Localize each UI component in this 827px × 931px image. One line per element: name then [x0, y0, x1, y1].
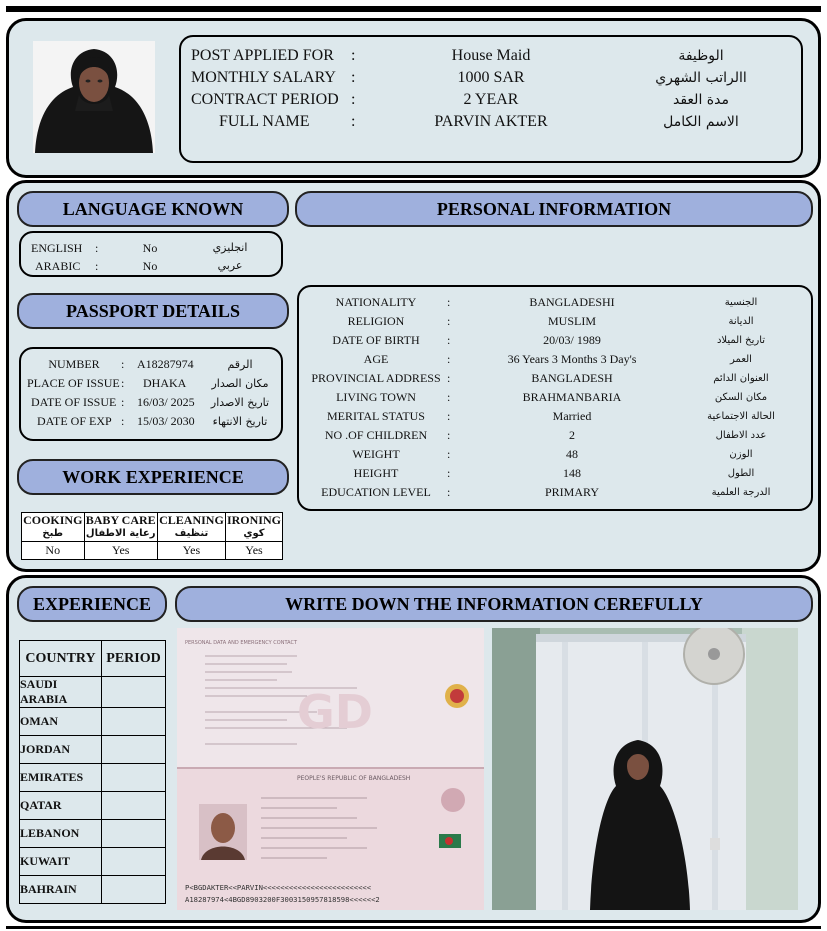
date-of-exp-value: 15/03/ 2030	[137, 414, 195, 428]
living-town-arabic: مكان السكن	[714, 392, 768, 403]
personal-rows	[305, 293, 805, 502]
colon: :	[351, 47, 356, 64]
colon: :	[121, 357, 125, 371]
education-arabic: الدرجة العلمية	[711, 487, 771, 498]
arabic-label: ARABIC	[35, 259, 81, 273]
country-cell: EMIRATES	[20, 764, 102, 792]
name-value: PARVIN AKTER	[434, 113, 548, 130]
language-rows	[31, 239, 275, 275]
salary-value: 1000 SAR	[457, 69, 525, 86]
scan-country: PEOPLE'S REPUBLIC OF BANGLADESH	[297, 775, 411, 782]
period-cell	[102, 677, 166, 708]
name-arabic: الاسم الكامل	[663, 114, 739, 130]
dob-value: 20/03/ 1989	[543, 333, 601, 347]
colon: :	[447, 371, 451, 385]
period-cell	[102, 792, 166, 820]
passport-number-value: A18287974	[137, 357, 194, 371]
date-of-exp-label: DATE OF EXP	[37, 414, 112, 428]
country-header: COUNTRY	[20, 641, 102, 677]
provincial-address-label: PROVINCIAL ADDRESS	[311, 371, 441, 385]
language-title: LANGUAGE KNOWN	[17, 191, 289, 227]
religion-value: MUSLIM	[547, 314, 596, 328]
period-cell	[102, 820, 166, 848]
colon: :	[121, 376, 125, 390]
provincial-address-arabic: العنوان الدائم	[713, 373, 769, 384]
salary-label: MONTHLY SALARY	[191, 69, 336, 86]
portrait-photo	[33, 41, 155, 153]
skill-cleaning-header: CLEANING تنظيف	[157, 513, 225, 542]
living-town-value: BRAHMANBARIA	[522, 390, 622, 404]
personal-title: PERSONAL INFORMATION	[295, 191, 813, 227]
religion-arabic: الديانة	[728, 316, 754, 327]
weight-label: WEIGHT	[352, 447, 400, 461]
age-arabic: العمر	[730, 354, 752, 365]
post-arabic: الوظيفة	[678, 48, 724, 64]
header-section	[6, 18, 821, 178]
colon: :	[447, 409, 451, 423]
english-arabic: انجليزي	[212, 241, 248, 254]
top-rule	[6, 6, 821, 12]
post-value: House Maid	[451, 47, 531, 64]
name-label: FULL NAME	[219, 113, 310, 130]
age-value: 36 Years 3 Months 3 Day's	[507, 352, 637, 366]
svg-text:GD: GD	[297, 685, 373, 739]
passport-box	[19, 347, 283, 441]
work-experience-title: WORK EXPERIENCE	[17, 459, 289, 495]
place-of-issue-arabic: مكان الصدار	[211, 377, 269, 390]
height-arabic: الطول	[727, 468, 755, 479]
passport-scan-image	[177, 628, 484, 910]
period-cell	[102, 708, 166, 736]
job-info-rows	[191, 45, 791, 133]
salary-arabic: االراتب الشهري	[655, 70, 747, 86]
height-value: 148	[563, 466, 581, 480]
children-label: NO .OF CHILDREN	[324, 428, 428, 442]
experience-table	[19, 640, 166, 904]
nationality-value: BANGLADESHI	[529, 295, 615, 309]
skill-babycare-header: BABY CARE رعاية الاطفال	[84, 513, 157, 542]
experience-section	[6, 575, 821, 923]
post-label: POST APPLIED FOR	[191, 47, 334, 64]
country-cell: JORDAN	[20, 736, 102, 764]
dob-label: DATE OF BIRTH	[332, 333, 420, 347]
period-cell	[102, 848, 166, 876]
skill-ironing-header: IRONING كوي	[225, 513, 282, 542]
colon: :	[447, 447, 451, 461]
passport-rows	[27, 355, 279, 431]
country-cell: OMAN	[20, 708, 102, 736]
scan-mrz-1: P<BGDAKTER<<PARVIN<<<<<<<<<<<<<<<<<<<<<<<<<	[185, 883, 372, 892]
passport-title: PASSPORT DETAILS	[17, 293, 289, 329]
nationality-label: NATIONALITY	[335, 295, 417, 309]
scan-mrz-2: A18287974<4BGD8903200F3003150957818598<<<<<<2	[185, 895, 380, 904]
colon: :	[447, 466, 451, 480]
place-of-issue-value: DHAKA	[143, 376, 187, 390]
colon: :	[447, 295, 451, 309]
country-cell: KUWAIT	[20, 848, 102, 876]
country-cell: SAUDI ARABIA	[20, 677, 102, 708]
english-value: No	[142, 241, 158, 255]
country-cell: BAHRAIN	[20, 876, 102, 904]
marital-status-label: MERITAL STATUS	[327, 409, 425, 423]
colon: :	[447, 485, 451, 499]
colon: :	[351, 113, 356, 130]
date-of-issue-arabic: تاريخ الاصدار	[210, 396, 270, 409]
period-header: PERIOD	[102, 641, 166, 677]
period-cell	[102, 876, 166, 904]
living-town-label: LIVING TOWN	[336, 390, 416, 404]
notice-title: WRITE DOWN THE INFORMATION CEREFULLY	[175, 586, 813, 622]
skill-babycare-value: Yes	[84, 542, 157, 560]
weight-value: 48	[566, 447, 578, 461]
children-value: 2	[569, 428, 575, 442]
dob-arabic: تاريخ الميلاد	[716, 335, 766, 346]
skill-cooking-value: No	[22, 542, 85, 560]
experience-title: EXPERIENCE	[17, 586, 167, 622]
colon: :	[447, 428, 451, 442]
skill-ironing-value: Yes	[225, 542, 282, 560]
contract-arabic: مدة العقد	[673, 92, 729, 108]
colon: :	[95, 259, 99, 273]
date-of-issue-label: DATE OF ISSUE	[31, 395, 117, 409]
period-cell	[102, 736, 166, 764]
colon: :	[121, 414, 125, 428]
colon: :	[447, 333, 451, 347]
scan-header: PERSONAL DATA AND EMERGENCY CONTACT	[185, 640, 298, 646]
details-section	[6, 180, 821, 572]
contract-label: CONTRACT PERIOD	[191, 91, 339, 108]
weight-arabic: الوزن	[729, 449, 753, 460]
date-of-issue-value: 16/03/ 2025	[137, 395, 195, 409]
job-info-box	[179, 35, 803, 163]
english-label: ENGLISH	[31, 241, 83, 255]
period-cell	[102, 764, 166, 792]
arabic-arabic: عربي	[217, 259, 243, 272]
nationality-arabic: الجنسية	[724, 297, 758, 308]
colon: :	[121, 395, 125, 409]
bottom-rule	[6, 926, 821, 929]
skill-cooking-header: COOKING طبخ	[22, 513, 85, 542]
height-label: HEIGHT	[353, 466, 399, 480]
full-body-photo	[492, 628, 798, 910]
personal-info-box	[297, 285, 813, 511]
colon: :	[447, 352, 451, 366]
contract-value: 2 YEAR	[463, 91, 519, 108]
date-of-exp-arabic: تاريخ الانتهاء	[212, 415, 268, 428]
education-value: PRIMARY	[544, 485, 600, 499]
skills-table	[21, 512, 283, 560]
colon: :	[351, 69, 356, 86]
religion-label: RELIGION	[347, 314, 405, 328]
marital-status-value: Married	[552, 409, 592, 423]
arabic-value: No	[142, 259, 158, 273]
language-box	[19, 231, 283, 277]
skill-cleaning-value: Yes	[157, 542, 225, 560]
country-cell: QATAR	[20, 792, 102, 820]
colon: :	[447, 390, 451, 404]
colon: :	[351, 91, 356, 108]
children-arabic: عدد الاطفال	[715, 430, 767, 441]
marital-status-arabic: الحالة الاجتماعية	[707, 411, 775, 422]
colon: :	[95, 241, 99, 255]
place-of-issue-label: PLACE OF ISSUE	[27, 376, 120, 390]
passport-number-arabic: الرقم	[227, 358, 253, 371]
colon: :	[447, 314, 451, 328]
age-label: AGE	[363, 352, 389, 366]
provincial-address-value: BANGLADESH	[531, 371, 613, 385]
country-cell: LEBANON	[20, 820, 102, 848]
education-label: EDUCATION LEVEL	[321, 485, 431, 499]
passport-number-label: NUMBER	[48, 357, 100, 371]
